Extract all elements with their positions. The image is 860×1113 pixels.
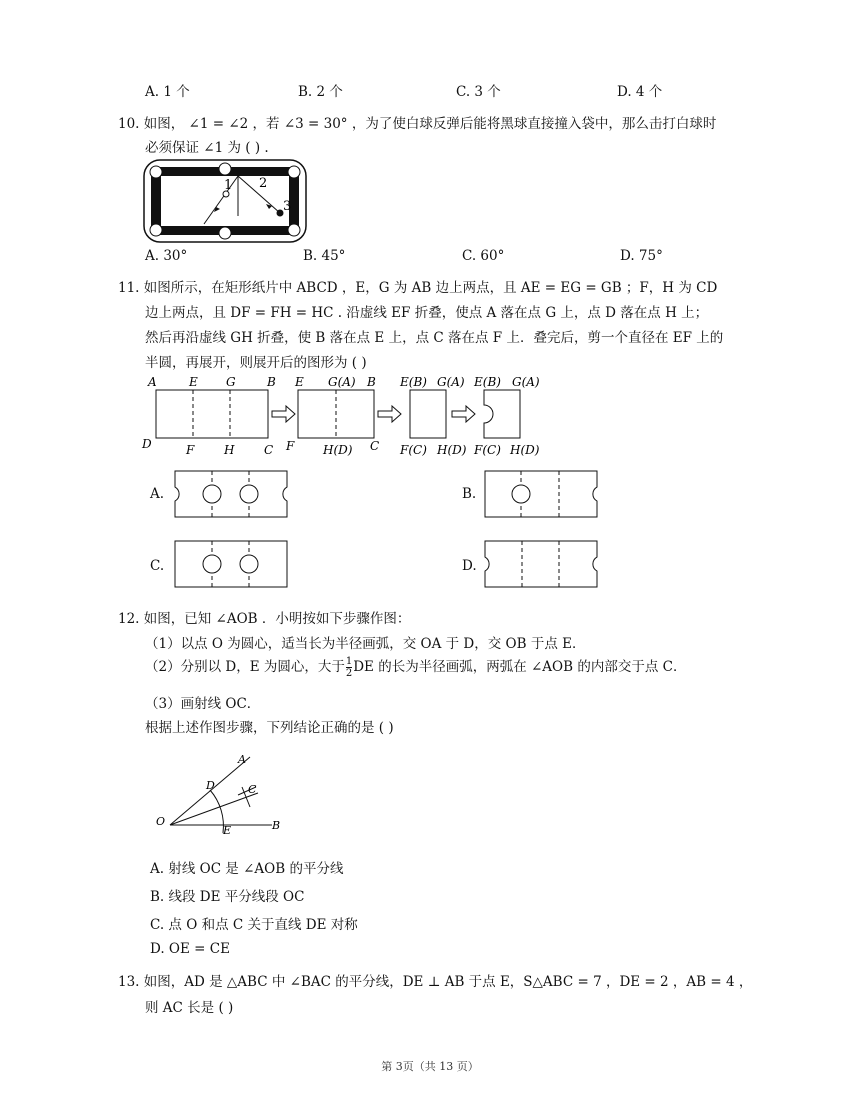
q10-line-2: 必须保证 ∠1 为 ( ) .	[145, 140, 269, 156]
q12-step-2-post: DE 的长为半径画弧，两弧在 ∠AOB 的内部交于点 C．	[353, 659, 687, 675]
fig2-label-ga: G(A)	[328, 375, 356, 389]
billiard-table-figure	[142, 158, 308, 244]
q11-option-c-figure	[172, 538, 292, 590]
fraction-numerator: 1	[345, 656, 353, 667]
q13-line-1: 13. 如图，AD 是 △ABC 中 ∠BAC 的平分线，DE ⊥ AB 于点 E，S△ABC = 7 ，DE = 2 ，AB = 4 ，	[118, 974, 753, 990]
fig1-label-g: G	[226, 375, 236, 389]
q11-line-2: 边上两点，且 DF = FH = HC . 沿虚线 EF 折叠，使点 A 落在点 G 上，点 D 落在点 H 上；	[145, 305, 709, 321]
fig1-label-h: H	[224, 443, 235, 457]
angle-bisector-figure	[150, 745, 295, 840]
q13-line-2: 则 AC 长是 ( )	[145, 1000, 234, 1016]
fig1-label-a: A	[148, 375, 157, 389]
fig4-label-ga: G(A)	[512, 375, 540, 389]
label-c: C	[248, 783, 257, 796]
fig1-label-b: B	[267, 375, 276, 389]
half-fraction	[346, 656, 352, 679]
q9-option-c: C. 3 个	[456, 84, 501, 100]
q12-ask: 根据上述作图步骤，下列结论正确的是 ( )	[145, 720, 394, 736]
q11-option-a-label: A.	[150, 486, 165, 502]
fig3-label-hd: H(D)	[437, 443, 467, 457]
q11-option-b-label: B.	[462, 486, 477, 502]
q10-option-a: A. 30°	[145, 248, 188, 264]
q11-line-4: 半圆，再展开，则展开后的图形为 ( )	[145, 355, 367, 371]
label-a: A	[238, 753, 246, 766]
q11-option-d-label: D.	[462, 558, 477, 574]
q10-option-d: D. 75°	[620, 248, 663, 264]
angle-3-label: 3	[283, 199, 292, 214]
fig3-label-ga: G(A)	[437, 375, 465, 389]
fig2-label-e: E	[295, 375, 304, 389]
q12-option-c: C. 点 O 和点 C 关于直线 DE 对称	[150, 917, 358, 933]
q11-option-b-figure	[482, 468, 602, 520]
fig2-label-hd: H(D)	[323, 443, 353, 457]
fig2-label-b: B	[367, 375, 376, 389]
fig4-label-eb: E(B)	[474, 375, 501, 389]
fig3-label-eb: E(B)	[400, 375, 427, 389]
q9-option-d: D. 4 个	[617, 84, 663, 100]
q10-option-b: B. 45°	[303, 248, 346, 264]
label-d: D	[206, 779, 215, 792]
angle-2-label: 2	[259, 176, 268, 191]
fig1-label-d: D	[142, 437, 152, 451]
fig3-label-fc: F(C)	[400, 443, 427, 457]
q11-line-3: 然后再沿虚线 GH 折叠，使 B 落在点 E 上，点 C 落在点 F 上．叠完后，剪一个直径在 EF 上的	[145, 330, 724, 346]
q12-line-1: 12. 如图，已知 ∠AOB ．小明按如下步骤作图：	[118, 611, 411, 627]
fig4-label-hd: H(D)	[510, 443, 540, 457]
q12-option-d: D. OE = CE	[150, 941, 230, 957]
fig1-label-e: E	[189, 375, 198, 389]
q12-step-3: （3）画射线 OC．	[145, 696, 261, 712]
page-footer: 第 3页（共 13 页）	[381, 1060, 479, 1073]
q11-option-d-figure	[482, 538, 602, 590]
fraction-denominator: 2	[345, 668, 353, 679]
fig2-label-f: F	[286, 439, 295, 453]
q11-option-c-label: C.	[150, 558, 165, 574]
folding-process-figure	[140, 372, 560, 460]
label-e: E	[223, 824, 232, 837]
q12-option-b: B. 线段 DE 平分线段 OC	[150, 889, 305, 905]
fig1-label-c: C	[264, 443, 274, 457]
q10-line-1: 10. 如图， ∠1 = ∠2 ，若 ∠3 = 30° ，为了使白球反弹后能将黑球直接撞入袋中，那么击打白球时	[118, 116, 717, 132]
q12-option-a: A. 射线 OC 是 ∠AOB 的平分线	[150, 861, 344, 877]
q12-step-2-pre: （2）分别以 D，E 为圆心，大于	[145, 659, 345, 675]
angle-1-label: 1	[224, 178, 233, 193]
label-o: O	[156, 815, 166, 828]
label-b: B	[272, 819, 281, 832]
q12-step-2	[145, 655, 686, 679]
fig2-label-c: C	[370, 439, 380, 453]
q11-line-1: 11. 如图所示，在矩形纸片中 ABCD ，E，G 为 AB 边上两点，且 AE = EG = GB ；F，H 为 CD	[118, 280, 718, 296]
q11-option-a-figure	[172, 468, 292, 520]
q9-option-a: A. 1 个	[145, 84, 190, 100]
fig4-label-fc: F(C)	[474, 443, 501, 457]
q9-option-b: B. 2 个	[298, 84, 343, 100]
q10-option-c: C. 60°	[462, 248, 505, 264]
fig1-label-f: F	[186, 443, 195, 457]
q12-step-1: （1）以点 O 为圆心，适当长为半径画弧，交 OA 于 D，交 OB 于点 E．	[145, 636, 586, 652]
